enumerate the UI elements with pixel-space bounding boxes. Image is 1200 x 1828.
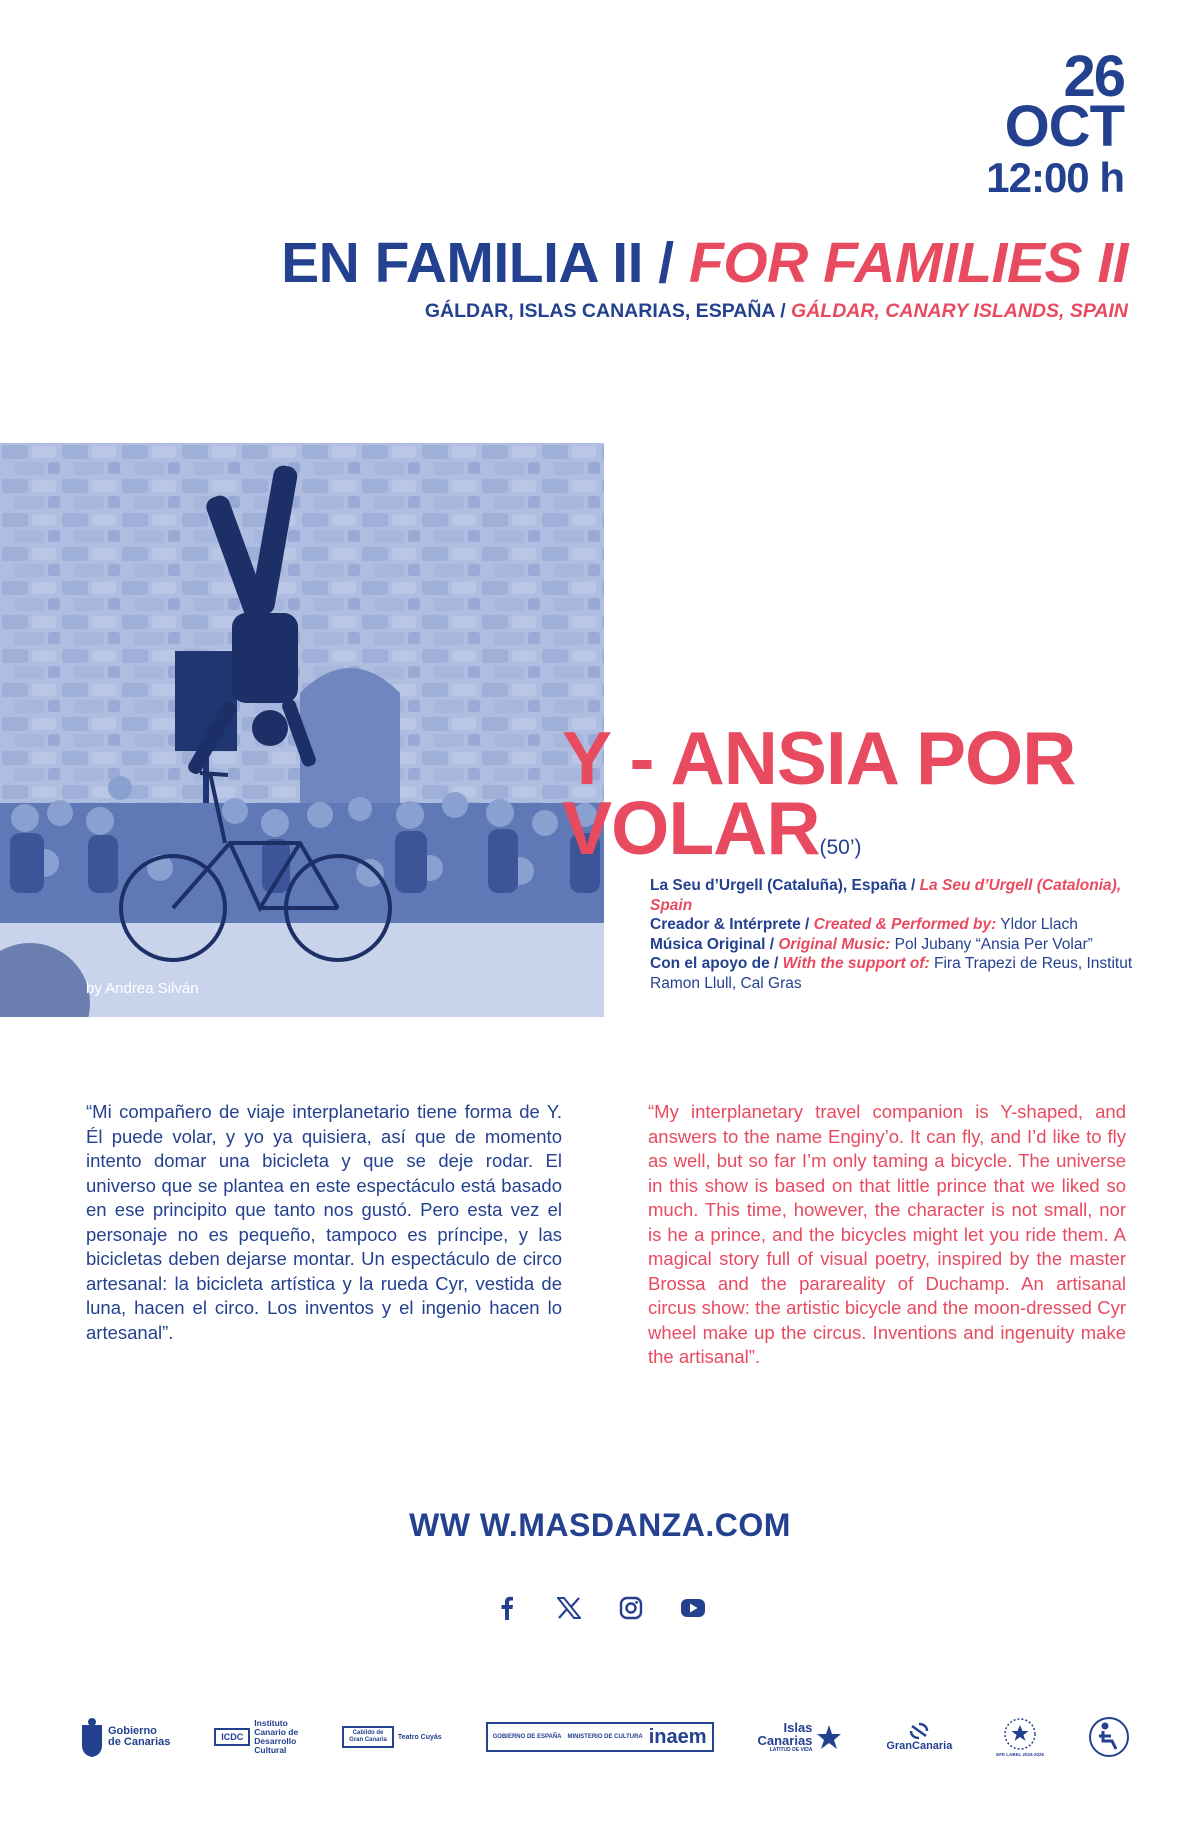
performance-photo xyxy=(0,443,604,1017)
show-credits xyxy=(650,876,1140,993)
music-separator: / xyxy=(765,935,779,953)
icdc-mark: ICDC xyxy=(214,1728,250,1746)
facebook-icon[interactable] xyxy=(493,1594,521,1622)
gobierno-line2: de Canarias xyxy=(108,1736,171,1748)
efe-label-icon xyxy=(1003,1717,1037,1751)
islas-line1: Islas xyxy=(783,1720,813,1735)
creator-value: Yldor Llach xyxy=(996,916,1078,933)
youtube-icon[interactable] xyxy=(679,1594,707,1622)
sponsor-logos xyxy=(80,1712,1130,1762)
show-title-line2-wrap xyxy=(562,785,1075,870)
logo-inaem xyxy=(486,1722,714,1752)
islas-tagline: LATITUD DE VIDA xyxy=(769,1747,813,1753)
logo-icdc xyxy=(214,1719,298,1755)
show-duration: (50’) xyxy=(819,835,862,859)
program-title-en: FOR FAMILIES II xyxy=(688,231,1128,295)
program-title-separator: / xyxy=(642,231,689,295)
cabildo-line2: Gran Canaria xyxy=(349,1737,387,1743)
photo-credit: by Andrea Silván xyxy=(86,980,199,997)
show-title-line1: Y - ANSIA POR xyxy=(562,716,1076,800)
creator-separator: / xyxy=(800,916,814,933)
support-label-es: Con el apoyo de xyxy=(650,955,770,972)
inaem-mark: inaem xyxy=(648,1726,707,1748)
program-location xyxy=(281,300,1128,323)
support-label-en: With the support of: xyxy=(782,955,930,972)
music-label-es: Música Original xyxy=(650,935,766,953)
support-separator: / xyxy=(769,955,783,972)
logo-cabildo xyxy=(342,1726,442,1748)
ministerio-cultura: MINISTERIO DE CULTURA xyxy=(567,1733,643,1740)
location-separator: / xyxy=(774,300,792,322)
gobierno-espana: GOBIERNO DE ESPAÑA xyxy=(492,1733,562,1740)
logo-gobierno-canarias xyxy=(80,1717,170,1757)
star-icon xyxy=(816,1724,842,1750)
date-time: 12:00 h xyxy=(986,153,1124,201)
coat-of-arms-icon xyxy=(80,1717,104,1757)
website-link[interactable]: WW W.MASDANZA.COM xyxy=(409,1507,791,1543)
cabildo-line1: Cabildo de xyxy=(352,1730,384,1736)
logo-gran-canaria xyxy=(886,1722,952,1752)
program-heading xyxy=(281,230,1128,323)
location-es: GÁLDAR, ISLAS CANARIAS, ESPAÑA xyxy=(424,300,775,322)
date-month: OCT xyxy=(1004,93,1124,159)
description-en: “My interplanetary travel companion is Y-shaped, and answers to the name Enginy’o. It can fly, and I’d like to fly as well, but so far I’m only taming a bicycle. The universe in this show is based on that little prince that we liked so much. This time, however, the character is not small, nor is he a prince, and the bicycles might let you ride them. A magical story full of visual poetry, inspired by the master Brossa and the parareality of Duchamp. An artisanal circus show: the artistic bicycle and the moon-dressed Cyr wheel make up the circus. Inventions and ingenuity make the artisanal”. xyxy=(648,1101,1126,1367)
origin-separator: / xyxy=(906,877,920,894)
gobierno-line1: Gobierno xyxy=(108,1725,157,1737)
music-value: Pol Jubany “Ansia Per Volar” xyxy=(890,935,1093,953)
photo-illustration xyxy=(0,443,604,1017)
show-title-line2: VOLAR xyxy=(562,785,820,870)
location-en: GÁLDAR, CANARY ISLANDS, SPAIN xyxy=(791,300,1128,322)
origin-en: La Seu d’Urgell (Catalonia), Spain xyxy=(650,877,1122,914)
description-es: “Mi compañero de viaje interplanetario tiene forma de Y. Él puede volar, y yo ya quisiera, así que de momento intento domar una bicicleta y que se deje rodar. El universo que se plantea en este espectáculo está basado en ese principito que tanto nos gustó. Pero esta vez el personaje no es pequeño, tampoco es príncipe, y las bicicletas deben dejarse montar. Un espectáculo de circo artesanal: la bicicleta artística y la rueda Cyr, vestida de luna, hacen el circo. Los inventos y el ingenio hacen lo artesanal”. xyxy=(86,1101,562,1343)
creator-label-es: Creador & Intérprete xyxy=(650,916,801,933)
icdc-line4: Cultural xyxy=(254,1745,287,1755)
support-value: Fira Trapezi de Reus, Institut Ramon Llull, Cal Gras xyxy=(650,955,1133,992)
program-title-es: EN FAMILIA II xyxy=(281,231,643,295)
teatro-cuyas: Teatro Cuyás xyxy=(397,1733,442,1741)
islas-line2: Canarias xyxy=(757,1733,813,1748)
icdc-line2: Canario de xyxy=(254,1727,299,1737)
creator-label-en: Created & Performed by: xyxy=(813,916,997,933)
accessibility-icon xyxy=(1088,1716,1130,1758)
credit-origin xyxy=(650,876,1140,915)
logo-islas-canarias xyxy=(757,1721,842,1753)
credit-music xyxy=(650,935,1140,955)
program-title xyxy=(281,230,1128,296)
origin-es: La Seu d’Urgell (Cataluña), España xyxy=(650,877,907,894)
logo-unesco-label xyxy=(996,1717,1044,1757)
credit-creator xyxy=(650,915,1140,935)
event-date xyxy=(986,44,1124,201)
date-day: 26 xyxy=(1063,44,1124,109)
x-icon[interactable] xyxy=(555,1594,583,1622)
gran-canaria-label: GranCanaria xyxy=(886,1740,953,1752)
social-links xyxy=(0,1594,1200,1622)
instagram-icon[interactable] xyxy=(617,1594,645,1622)
music-label-en: Original Music: xyxy=(778,935,891,953)
efe-label-text: EFE LABEL 2024-2025 xyxy=(996,1752,1044,1757)
show-title xyxy=(562,716,1076,870)
credit-support xyxy=(650,954,1140,993)
logo-accessibility xyxy=(1088,1716,1130,1758)
icdc-line3: Desarrollo xyxy=(254,1736,297,1746)
swirl-icon xyxy=(908,1722,930,1740)
icdc-line1: Instituto xyxy=(254,1718,288,1728)
